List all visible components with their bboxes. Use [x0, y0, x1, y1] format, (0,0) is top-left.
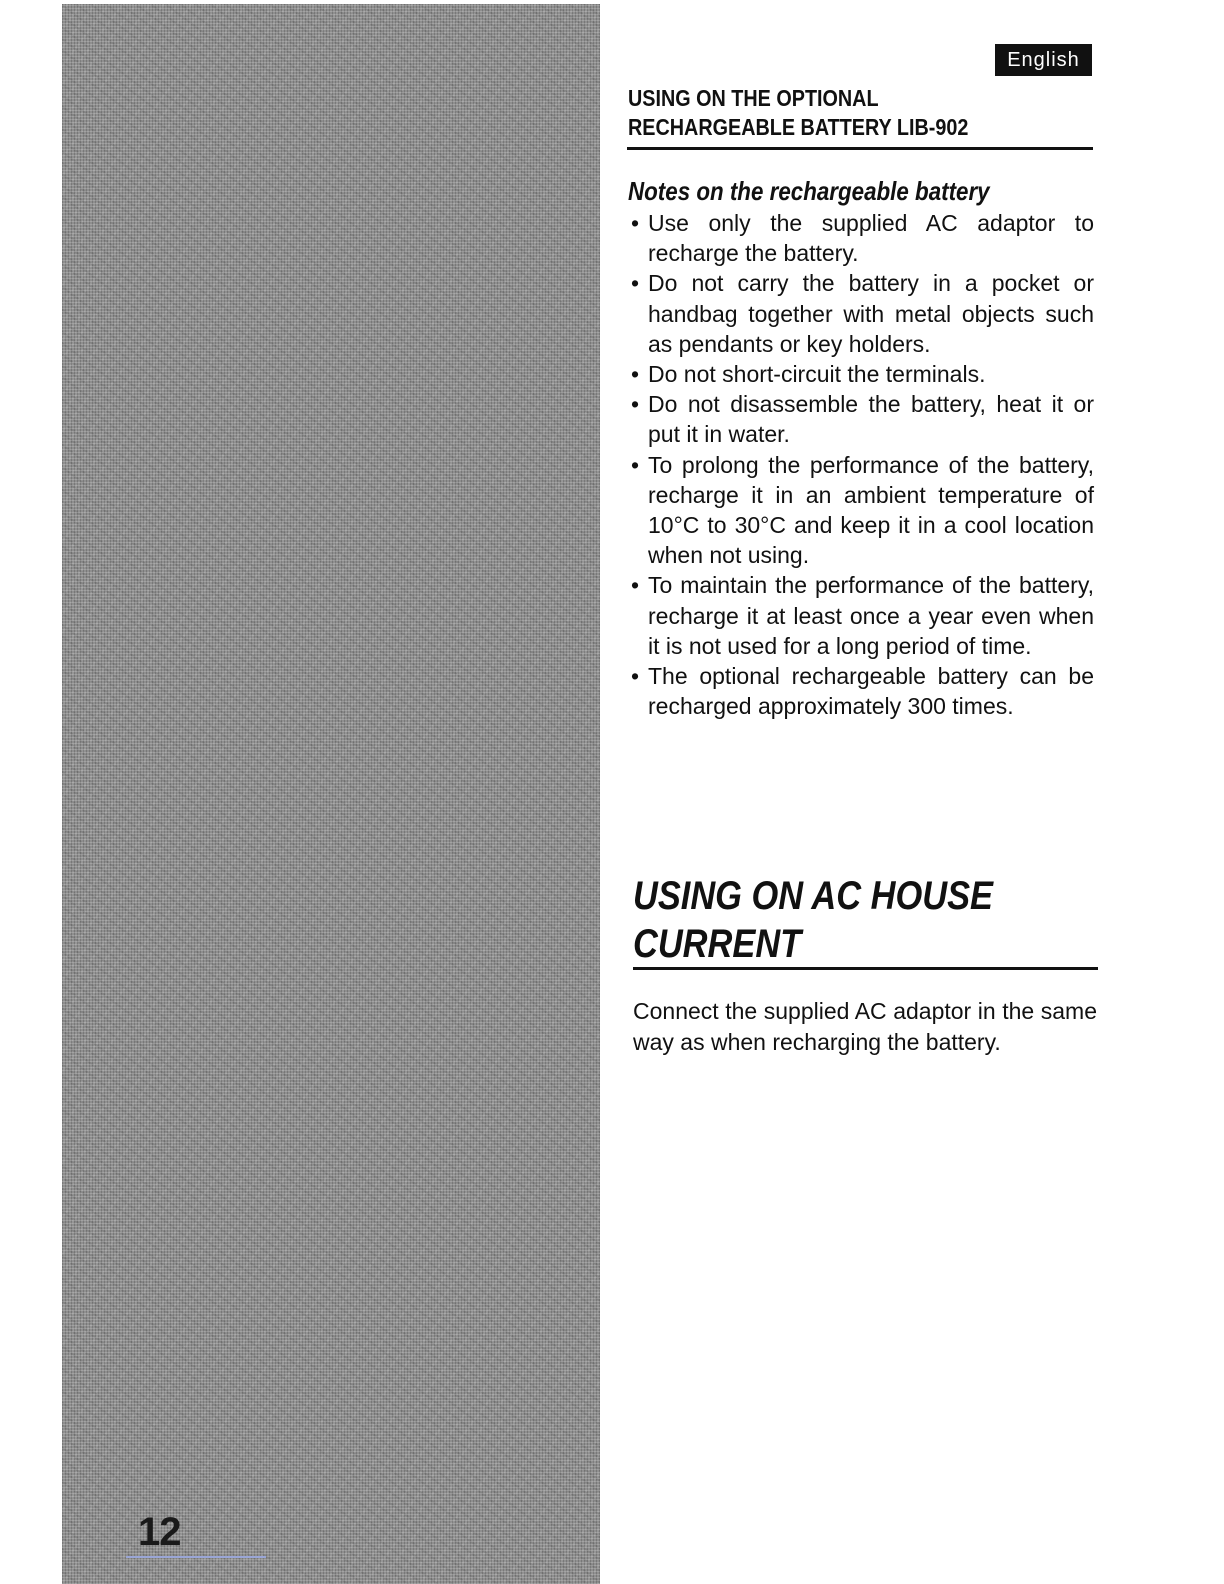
ac-section-body: Connect the supplied AC adaptor in the same way as when recharging the battery.	[633, 998, 1097, 1055]
list-item	[626, 570, 1094, 661]
bullet-icon: •	[630, 210, 640, 236]
bullet-icon: •	[630, 391, 640, 418]
notes-subheading: Notes on the rechargeable battery	[628, 176, 990, 206]
ac-section-divider	[633, 967, 1098, 970]
section-heading-line-2: RECHARGEABLE BATTERY LIB-902	[628, 114, 969, 140]
note-text: To maintain the performance of the battery, recharge it at least once a year even when it is not used for a long period of time.	[648, 572, 1094, 659]
list-item	[626, 268, 1094, 359]
notes-list	[626, 208, 1094, 721]
list-item	[626, 661, 1094, 721]
page-number-underline	[126, 1556, 266, 1558]
list-item	[626, 389, 1094, 449]
note-text: Do not disassemble the battery, heat it or put it in water.	[648, 391, 1094, 448]
note-text: The optional rechargeable battery can be recharged approximately 300 times.	[648, 663, 1094, 720]
note-text: Do not short-circuit the terminals.	[648, 361, 986, 388]
ac-heading-line-1: USING ON AC HOUSE	[633, 874, 993, 918]
page-number: 12	[138, 1510, 181, 1554]
list-item	[626, 359, 1094, 389]
bullet-icon: •	[630, 361, 640, 388]
language-badge: English	[995, 44, 1092, 76]
note-text: Do not carry the battery in a pocket or handbag together with metal objects such as pendants or key holders.	[648, 270, 1094, 357]
section-heading-line-1: USING ON THE OPTIONAL	[628, 85, 879, 111]
decorative-halftone-panel	[62, 4, 600, 1584]
section-heading	[628, 84, 1032, 142]
note-text: To prolong the performance of the battery, recharge it in an ambient temperature of 10°C to 30°C and keep it in a cool location when not using.	[648, 451, 1094, 569]
bullet-icon: •	[630, 663, 640, 690]
note-text: Use only the supplied AC adaptor to recharge the battery.	[648, 210, 1094, 267]
section-divider	[627, 147, 1093, 150]
list-item	[626, 208, 1094, 268]
ac-section-heading	[633, 872, 993, 968]
list-item	[626, 450, 1094, 571]
bullet-icon: •	[630, 270, 640, 297]
ac-heading-line-2: CURRENT	[633, 922, 802, 966]
bullet-icon: •	[630, 572, 640, 599]
bullet-icon: •	[630, 451, 640, 478]
